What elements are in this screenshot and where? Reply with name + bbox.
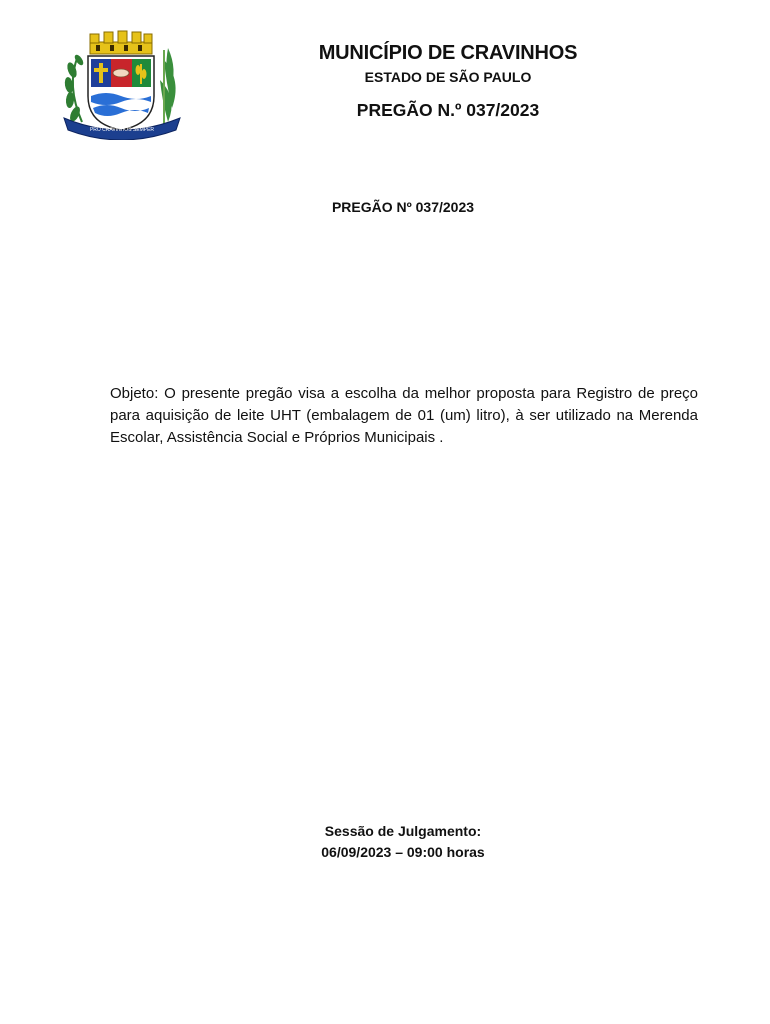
municipal-crest-icon bbox=[60, 30, 184, 140]
svg-text:PRO CRAVINHOS SEMPER: PRO CRAVINHOS SEMPER bbox=[89, 127, 155, 133]
objeto-paragraph: Objeto: O presente pregão visa a escolha da melhor proposta para Registro de preço para aquisição de leite UHT (embalagem de 01 (um) litro), à ser utilizado na Merenda Escolar, Assistência Social e Próprios Municipais . bbox=[110, 385, 698, 446]
pregao-number: PREGÃO Nº 037/2023 bbox=[331, 199, 475, 215]
pregao-header-title: PREGÃO N.º 037/2023 bbox=[356, 100, 540, 120]
session-datetime: 06/09/2023 – 09:00 horas bbox=[321, 844, 485, 860]
municipality-title: MUNICÍPIO DE CRAVINHOS bbox=[318, 42, 578, 64]
session-label: Sessão de Julgamento: bbox=[324, 823, 482, 839]
state-subtitle: ESTADO DE SÃO PAULO bbox=[364, 69, 532, 85]
